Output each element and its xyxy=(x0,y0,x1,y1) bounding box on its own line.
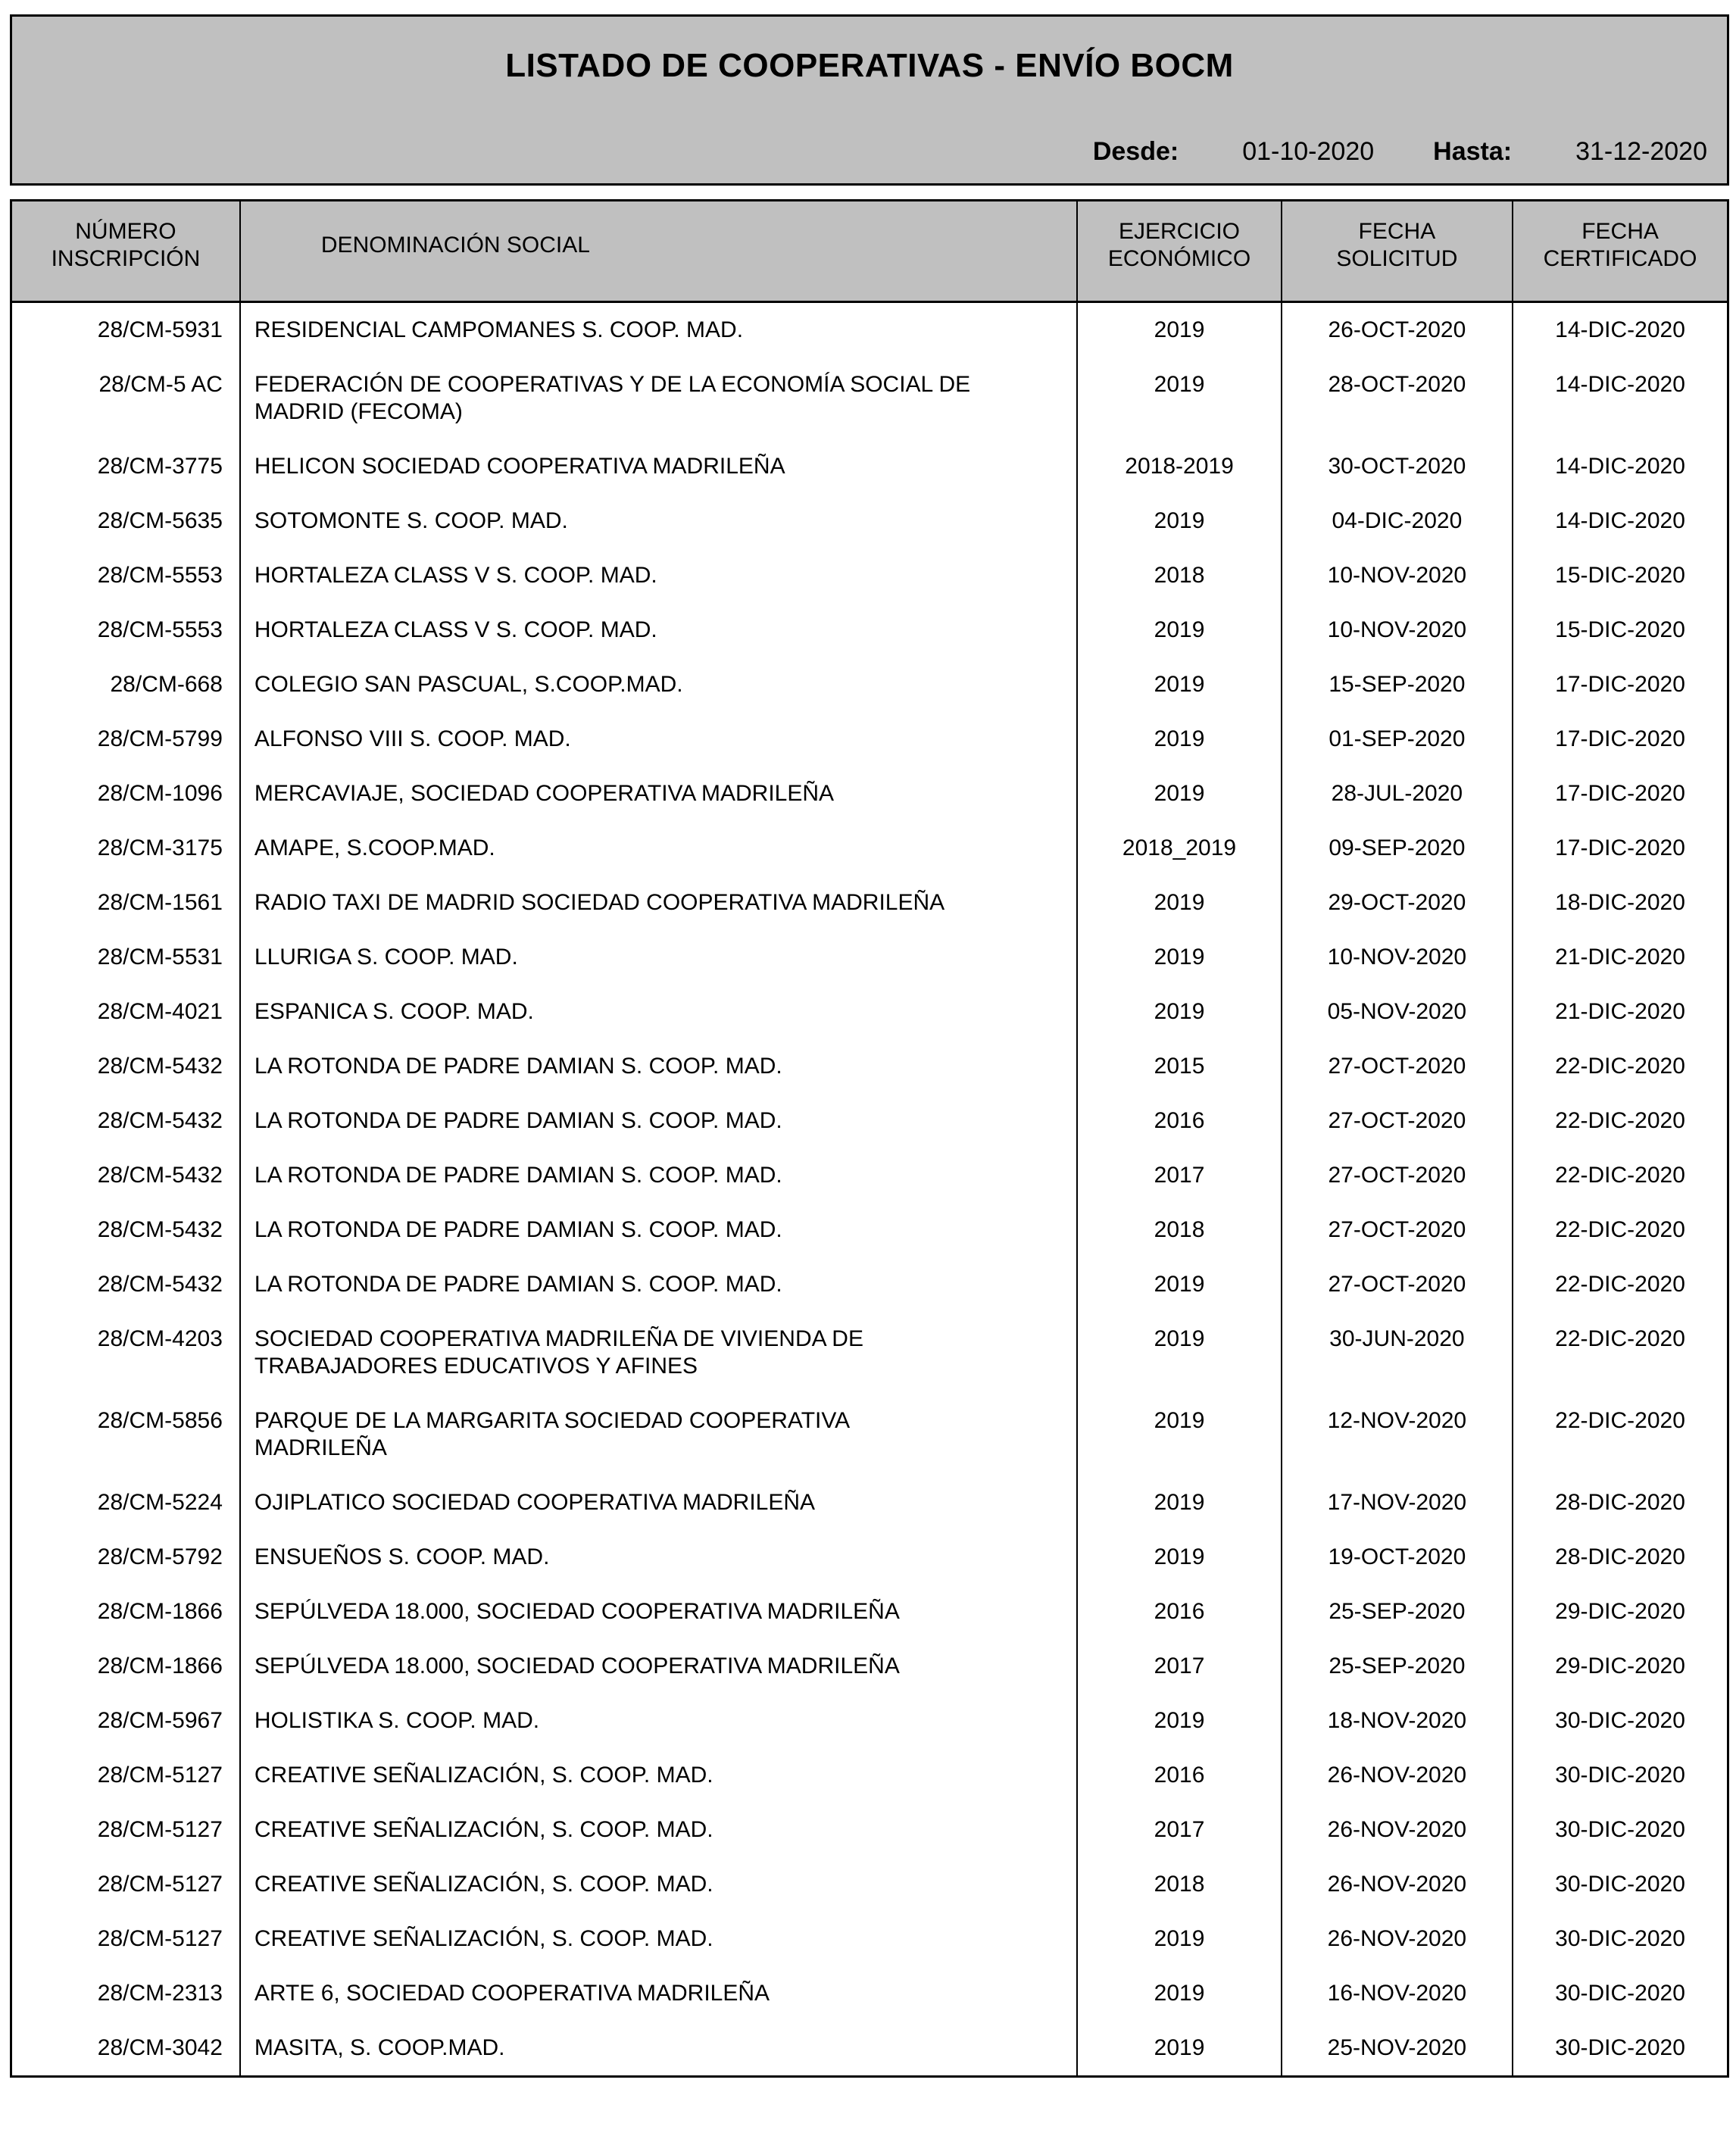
cell-denominacion: AMAPE, S.COOP.MAD. xyxy=(240,821,1077,876)
cell-numero: 28/CM-5432 xyxy=(97,1108,223,1133)
cell-certificado: 22-DIC-2020 xyxy=(1513,1094,1728,1148)
cell-certificado: 14-DIC-2020 xyxy=(1513,439,1728,494)
desde-value: 01-10-2020 xyxy=(1242,137,1375,166)
table-row xyxy=(11,1857,1728,1912)
cell-solicitud: 26-NOV-2020 xyxy=(1282,1803,1513,1857)
cell-solicitud: 26-NOV-2020 xyxy=(1282,1748,1513,1803)
table-row xyxy=(11,712,1728,767)
cell-solicitud: 26-NOV-2020 xyxy=(1282,1912,1513,1966)
cell-numero: 28/CM-2313 xyxy=(97,1981,223,2006)
cell-solicitud: 26-NOV-2020 xyxy=(1282,1857,1513,1912)
cell-certificado: 28-DIC-2020 xyxy=(1513,1530,1728,1585)
cell-denominacion: ENSUEÑOS S. COOP. MAD. xyxy=(240,1530,1077,1585)
table-row xyxy=(11,1530,1728,1585)
cell-solicitud: 19-OCT-2020 xyxy=(1282,1530,1513,1585)
header-cell-denominacion xyxy=(240,201,1077,302)
cell-denominacion: MERCAVIAJE, SOCIEDAD COOPERATIVA MADRILEÑA xyxy=(240,767,1077,821)
cell-solicitud: 25-SEP-2020 xyxy=(1282,1585,1513,1639)
cooperatives-table xyxy=(10,199,1729,2078)
cell-denominacion: ALFONSO VIII S. COOP. MAD. xyxy=(240,712,1077,767)
table-row xyxy=(11,1966,1728,2021)
cell-certificado: 30-DIC-2020 xyxy=(1513,2021,1728,2077)
cell-denominacion: ESPANICA S. COOP. MAD. xyxy=(240,985,1077,1039)
cell-solicitud: 10-NOV-2020 xyxy=(1282,603,1513,657)
table-row xyxy=(11,876,1728,930)
cell-ejercicio: 2019 xyxy=(1077,985,1281,1039)
cell-ejercicio: 2016 xyxy=(1077,1094,1281,1148)
date-range xyxy=(1093,136,1707,167)
cell-solicitud: 12-NOV-2020 xyxy=(1282,1394,1513,1475)
cell-denominacion: HOLISTIKA S. COOP. MAD. xyxy=(240,1694,1077,1748)
cell-ejercicio: 2016 xyxy=(1077,1748,1281,1803)
header-cell-certificado xyxy=(1513,201,1728,302)
cell-solicitud: 30-OCT-2020 xyxy=(1282,439,1513,494)
header-label: FECHA xyxy=(1581,219,1659,244)
cell-numero: 28/CM-1096 xyxy=(97,781,223,806)
cell-ejercicio: 2019 xyxy=(1077,657,1281,712)
table-row xyxy=(11,603,1728,657)
header-label: DENOMINACIÓN SOCIAL xyxy=(320,233,590,258)
cell-solicitud: 15-SEP-2020 xyxy=(1282,657,1513,712)
cell-solicitud: 27-OCT-2020 xyxy=(1282,1257,1513,1312)
cell-numero: 28/CM-5792 xyxy=(97,1544,223,1569)
cell-solicitud: 09-SEP-2020 xyxy=(1282,821,1513,876)
cell-ejercicio: 2019 xyxy=(1077,876,1281,930)
cell-solicitud: 29-OCT-2020 xyxy=(1282,876,1513,930)
cell-solicitud: 30-JUN-2020 xyxy=(1282,1312,1513,1394)
cell-ejercicio: 2019 xyxy=(1077,930,1281,985)
cell-certificado: 22-DIC-2020 xyxy=(1513,1257,1728,1312)
cell-ejercicio: 2019 xyxy=(1077,302,1281,358)
cell-numero: 28/CM-5856 xyxy=(97,1408,223,1433)
table-body xyxy=(11,302,1728,2077)
cell-ejercicio: 2019 xyxy=(1077,494,1281,548)
table-row xyxy=(11,1912,1728,1966)
cell-numero: 28/CM-5553 xyxy=(97,563,223,588)
table-row xyxy=(11,439,1728,494)
cell-ejercicio: 2017 xyxy=(1077,1148,1281,1203)
cell-numero: 28/CM-3042 xyxy=(97,2035,223,2060)
cell-numero: 28/CM-5127 xyxy=(97,1763,223,1788)
cell-solicitud: 10-NOV-2020 xyxy=(1282,548,1513,603)
cell-numero: 28/CM-4203 xyxy=(97,1326,223,1351)
cell-denominacion: LA ROTONDA DE PADRE DAMIAN S. COOP. MAD. xyxy=(240,1257,1077,1312)
cell-numero: 28/CM-5432 xyxy=(97,1217,223,1242)
cell-certificado: 30-DIC-2020 xyxy=(1513,1966,1728,2021)
cell-numero: 28/CM-5931 xyxy=(97,317,223,342)
header-label: NÚMERO xyxy=(75,219,176,244)
cell-ejercicio: 2019 xyxy=(1077,1475,1281,1530)
cell-ejercicio: 2017 xyxy=(1077,1639,1281,1694)
cell-certificado: 30-DIC-2020 xyxy=(1513,1694,1728,1748)
cell-ejercicio: 2018_2019 xyxy=(1077,821,1281,876)
cell-denominacion: SOTOMONTE S. COOP. MAD. xyxy=(240,494,1077,548)
cell-ejercicio: 2015 xyxy=(1077,1039,1281,1094)
table-row xyxy=(11,1203,1728,1257)
cell-certificado: 14-DIC-2020 xyxy=(1513,494,1728,548)
cell-numero: 28/CM-5432 xyxy=(97,1163,223,1188)
cell-certificado: 15-DIC-2020 xyxy=(1513,603,1728,657)
table-row xyxy=(11,767,1728,821)
header-label: ECONÓMICO xyxy=(1107,246,1251,271)
cell-certificado: 29-DIC-2020 xyxy=(1513,1585,1728,1639)
table-row xyxy=(11,2021,1728,2077)
cell-certificado: 22-DIC-2020 xyxy=(1513,1039,1728,1094)
cell-certificado: 17-DIC-2020 xyxy=(1513,712,1728,767)
cell-certificado: 30-DIC-2020 xyxy=(1513,1857,1728,1912)
hasta-value: 31-12-2020 xyxy=(1575,137,1707,166)
cell-certificado: 18-DIC-2020 xyxy=(1513,876,1728,930)
cell-ejercicio: 2019 xyxy=(1077,1312,1281,1394)
cell-ejercicio: 2019 xyxy=(1077,1394,1281,1475)
table-row xyxy=(11,1803,1728,1857)
cell-ejercicio: 2019 xyxy=(1077,712,1281,767)
cell-solicitud: 25-SEP-2020 xyxy=(1282,1639,1513,1694)
cell-numero: 28/CM-1561 xyxy=(97,890,223,915)
cell-numero: 28/CM-5432 xyxy=(97,1272,223,1297)
table-row xyxy=(11,1694,1728,1748)
cell-numero: 28/CM-5127 xyxy=(97,1926,223,1951)
cell-denominacion: ARTE 6, SOCIEDAD COOPERATIVA MADRILEÑA xyxy=(240,1966,1077,2021)
table-row xyxy=(11,1585,1728,1639)
table-row xyxy=(11,1394,1728,1475)
table-row xyxy=(11,985,1728,1039)
cell-ejercicio: 2019 xyxy=(1077,767,1281,821)
cell-certificado: 17-DIC-2020 xyxy=(1513,821,1728,876)
cell-numero: 28/CM-5799 xyxy=(97,726,223,751)
cell-denominacion: RADIO TAXI DE MADRID SOCIEDAD COOPERATIVA MADRILEÑA xyxy=(240,876,1077,930)
table-row xyxy=(11,302,1728,358)
cell-denominacion: OJIPLATICO SOCIEDAD COOPERATIVA MADRILEÑA xyxy=(240,1475,1077,1530)
table-row xyxy=(11,821,1728,876)
table-row xyxy=(11,1312,1728,1394)
header-label: EJERCICIO xyxy=(1119,219,1241,244)
cell-numero: 28/CM-5635 xyxy=(97,508,223,533)
table-row xyxy=(11,1039,1728,1094)
cell-numero: 28/CM-5553 xyxy=(97,617,223,642)
cell-denominacion: LA ROTONDA DE PADRE DAMIAN S. COOP. MAD. xyxy=(240,1039,1077,1094)
cell-denominacion: LA ROTONDA DE PADRE DAMIAN S. COOP. MAD. xyxy=(240,1148,1077,1203)
cell-solicitud: 18-NOV-2020 xyxy=(1282,1694,1513,1748)
title-box xyxy=(10,14,1729,186)
cell-solicitud: 28-OCT-2020 xyxy=(1282,358,1513,439)
cell-certificado: 21-DIC-2020 xyxy=(1513,985,1728,1039)
header-label: CERTIFICADO xyxy=(1543,246,1697,271)
cell-ejercicio: 2019 xyxy=(1077,358,1281,439)
cell-ejercicio: 2018-2019 xyxy=(1077,439,1281,494)
cell-solicitud: 27-OCT-2020 xyxy=(1282,1203,1513,1257)
cell-denominacion: HORTALEZA CLASS V S. COOP. MAD. xyxy=(240,603,1077,657)
cell-denominacion: CREATIVE SEÑALIZACIÓN, S. COOP. MAD. xyxy=(240,1748,1077,1803)
cell-denominacion: MASITA, S. COOP.MAD. xyxy=(240,2021,1077,2077)
cell-ejercicio: 2019 xyxy=(1077,1530,1281,1585)
cell-denominacion: SEPÚLVEDA 18.000, SOCIEDAD COOPERATIVA MADRILEÑA xyxy=(240,1585,1077,1639)
header-row xyxy=(11,201,1728,302)
cell-ejercicio: 2018 xyxy=(1077,1857,1281,1912)
cell-solicitud: 27-OCT-2020 xyxy=(1282,1039,1513,1094)
cell-certificado: 14-DIC-2020 xyxy=(1513,358,1728,439)
cell-ejercicio: 2019 xyxy=(1077,2021,1281,2077)
cell-solicitud: 17-NOV-2020 xyxy=(1282,1475,1513,1530)
cell-numero: 28/CM-1866 xyxy=(97,1653,223,1678)
cell-certificado: 29-DIC-2020 xyxy=(1513,1639,1728,1694)
cell-certificado: 17-DIC-2020 xyxy=(1513,657,1728,712)
cell-numero: 28/CM-668 xyxy=(110,672,223,697)
table-row xyxy=(11,358,1728,439)
cell-certificado: 17-DIC-2020 xyxy=(1513,767,1728,821)
table-row xyxy=(11,1639,1728,1694)
cell-denominacion: CREATIVE SEÑALIZACIÓN, S. COOP. MAD. xyxy=(240,1803,1077,1857)
cell-denominacion: HORTALEZA CLASS V S. COOP. MAD. xyxy=(240,548,1077,603)
cell-numero: 28/CM-5127 xyxy=(97,1872,223,1897)
table-row xyxy=(11,1094,1728,1148)
table-row xyxy=(11,1475,1728,1530)
cell-numero: 28/CM-5531 xyxy=(97,945,223,970)
cell-denominacion: RESIDENCIAL CAMPOMANES S. COOP. MAD. xyxy=(240,302,1077,358)
cell-denominacion: PARQUE DE LA MARGARITA SOCIEDAD COOPERATIVA MADRILEÑA xyxy=(240,1394,1077,1475)
cell-certificado: 28-DIC-2020 xyxy=(1513,1475,1728,1530)
cell-numero: 28/CM-4021 xyxy=(97,999,223,1024)
cell-certificado: 22-DIC-2020 xyxy=(1513,1394,1728,1475)
cell-solicitud: 27-OCT-2020 xyxy=(1282,1094,1513,1148)
cell-ejercicio: 2018 xyxy=(1077,548,1281,603)
cell-denominacion: CREATIVE SEÑALIZACIÓN, S. COOP. MAD. xyxy=(240,1912,1077,1966)
header-cell-solicitud xyxy=(1282,201,1513,302)
cell-certificado: 22-DIC-2020 xyxy=(1513,1203,1728,1257)
desde-label: Desde: xyxy=(1092,137,1179,166)
cell-solicitud: 27-OCT-2020 xyxy=(1282,1148,1513,1203)
cell-certificado: 22-DIC-2020 xyxy=(1513,1312,1728,1394)
cell-certificado: 30-DIC-2020 xyxy=(1513,1803,1728,1857)
cell-ejercicio: 2017 xyxy=(1077,1803,1281,1857)
cell-solicitud: 10-NOV-2020 xyxy=(1282,930,1513,985)
cell-denominacion: FEDERACIÓN DE COOPERATIVAS Y DE LA ECONOMÍA SOCIAL DE MADRID (FECOMA) xyxy=(240,358,1077,439)
cell-solicitud: 04-DIC-2020 xyxy=(1282,494,1513,548)
cell-numero: 28/CM-5 AC xyxy=(98,372,223,397)
cell-solicitud: 28-JUL-2020 xyxy=(1282,767,1513,821)
cell-denominacion: SOCIEDAD COOPERATIVA MADRILEÑA DE VIVIENDA DE TRABAJADORES EDUCATIVOS Y AFINES xyxy=(240,1312,1077,1394)
table-row xyxy=(11,930,1728,985)
page-title: LISTADO DE COOPERATIVAS - ENVÍO BOCM xyxy=(505,47,1234,84)
cell-numero: 28/CM-3775 xyxy=(97,454,223,479)
cell-numero: 28/CM-3175 xyxy=(97,835,223,860)
cell-ejercicio: 2016 xyxy=(1077,1585,1281,1639)
cell-denominacion: LA ROTONDA DE PADRE DAMIAN S. COOP. MAD. xyxy=(240,1203,1077,1257)
cell-numero: 28/CM-5127 xyxy=(97,1817,223,1842)
cell-certificado: 15-DIC-2020 xyxy=(1513,548,1728,603)
cell-ejercicio: 2019 xyxy=(1077,1257,1281,1312)
cell-ejercicio: 2018 xyxy=(1077,1203,1281,1257)
cell-solicitud: 26-OCT-2020 xyxy=(1282,302,1513,358)
cell-solicitud: 25-NOV-2020 xyxy=(1282,2021,1513,2077)
cell-certificado: 21-DIC-2020 xyxy=(1513,930,1728,985)
cell-ejercicio: 2019 xyxy=(1077,1966,1281,2021)
cell-ejercicio: 2019 xyxy=(1077,1694,1281,1748)
header-cell-numero xyxy=(11,201,240,302)
header-label: SOLICITUD xyxy=(1336,246,1458,271)
cell-numero: 28/CM-5224 xyxy=(97,1490,223,1515)
table-row xyxy=(11,1148,1728,1203)
table-row xyxy=(11,1257,1728,1312)
cell-solicitud: 16-NOV-2020 xyxy=(1282,1966,1513,2021)
table-row xyxy=(11,494,1728,548)
table-row xyxy=(11,1748,1728,1803)
header-label: FECHA xyxy=(1358,219,1436,244)
cell-certificado: 22-DIC-2020 xyxy=(1513,1148,1728,1203)
cell-denominacion: HELICON SOCIEDAD COOPERATIVA MADRILEÑA xyxy=(240,439,1077,494)
cell-denominacion: LLURIGA S. COOP. MAD. xyxy=(240,930,1077,985)
table-header xyxy=(11,201,1728,302)
cell-numero: 28/CM-5967 xyxy=(97,1708,223,1733)
header-label: INSCRIPCIÓN xyxy=(51,246,201,271)
cell-denominacion: CREATIVE SEÑALIZACIÓN, S. COOP. MAD. xyxy=(240,1857,1077,1912)
cell-certificado: 14-DIC-2020 xyxy=(1513,302,1728,358)
header-cell-ejercicio xyxy=(1077,201,1281,302)
cell-solicitud: 05-NOV-2020 xyxy=(1282,985,1513,1039)
cell-solicitud: 01-SEP-2020 xyxy=(1282,712,1513,767)
cell-numero: 28/CM-5432 xyxy=(97,1054,223,1079)
cell-numero: 28/CM-1866 xyxy=(97,1599,223,1624)
cell-certificado: 30-DIC-2020 xyxy=(1513,1748,1728,1803)
cell-denominacion: SEPÚLVEDA 18.000, SOCIEDAD COOPERATIVA MADRILEÑA xyxy=(240,1639,1077,1694)
cell-certificado: 30-DIC-2020 xyxy=(1513,1912,1728,1966)
cell-ejercicio: 2019 xyxy=(1077,603,1281,657)
hasta-label: Hasta: xyxy=(1433,137,1513,166)
table-row xyxy=(11,548,1728,603)
cell-denominacion: LA ROTONDA DE PADRE DAMIAN S. COOP. MAD. xyxy=(240,1094,1077,1148)
cell-ejercicio: 2019 xyxy=(1077,1912,1281,1966)
table-row xyxy=(11,657,1728,712)
cell-denominacion: COLEGIO SAN PASCUAL, S.COOP.MAD. xyxy=(240,657,1077,712)
